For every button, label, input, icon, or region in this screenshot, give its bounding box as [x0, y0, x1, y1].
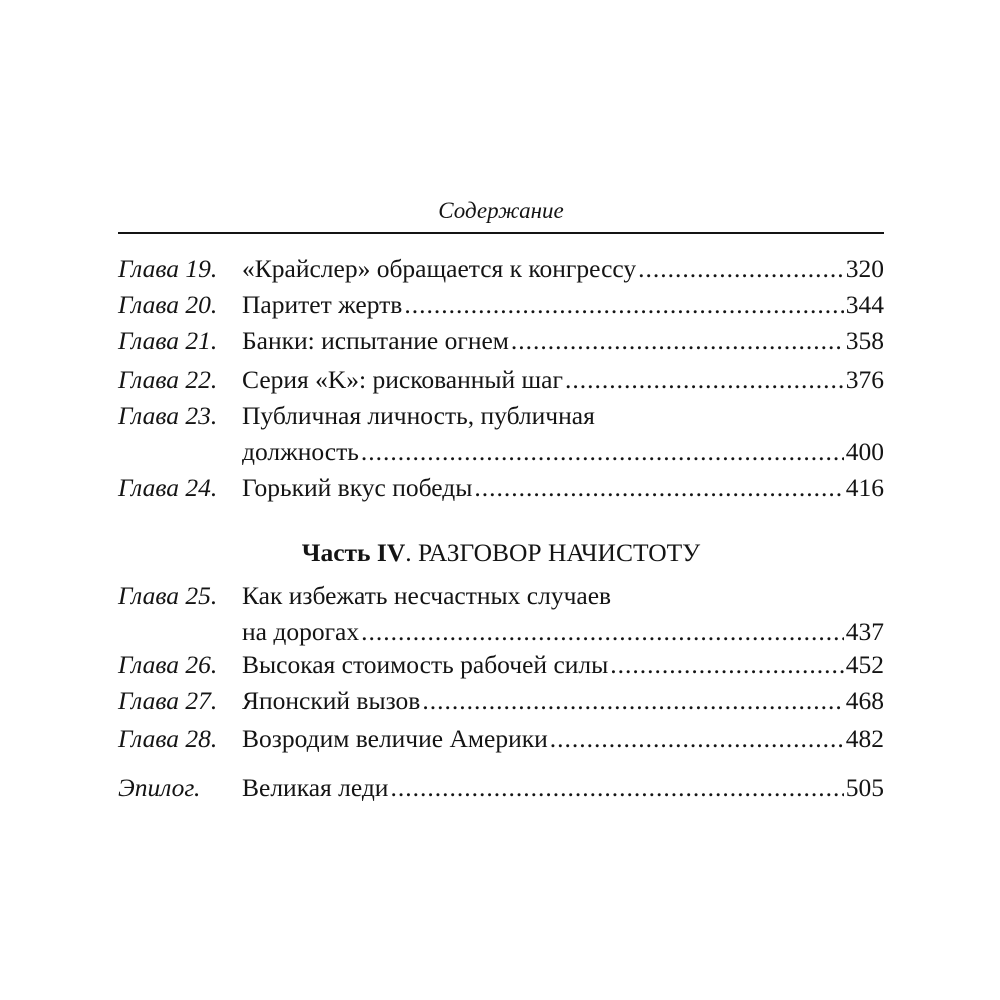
- dot-leader: [361, 614, 844, 650]
- dot-leader: [638, 251, 844, 287]
- part-label: Часть IV: [301, 538, 406, 567]
- dot-leader: [511, 323, 844, 359]
- page-number: 482: [845, 724, 884, 753]
- page-number: 416: [845, 473, 884, 502]
- chapter-label: Глава 23.: [118, 401, 218, 430]
- chapter-label: Глава 25.: [118, 581, 218, 610]
- page-number: 320: [845, 254, 884, 283]
- dot-leader: [361, 434, 844, 470]
- header-rule: [118, 232, 884, 234]
- chapter-title: Возродим величие Америки: [242, 724, 548, 753]
- page-number: 437: [845, 617, 884, 646]
- page-number: 358: [845, 326, 884, 355]
- dot-leader: [404, 287, 843, 323]
- page-number: 400: [845, 437, 884, 466]
- page-number: 468: [845, 686, 884, 715]
- chapter-title: должность: [242, 437, 359, 466]
- chapter-title: Паритет жертв: [242, 290, 403, 319]
- toc-page: [118, 0, 884, 1000]
- running-head: Содержание: [438, 198, 564, 223]
- epilogue-label: Эпилог.: [118, 773, 201, 802]
- dot-leader: [565, 362, 844, 398]
- chapter-title-line-1: Публичная личность, публичная: [242, 401, 595, 430]
- chapter-title: Серия «K»: рискованный шаг: [242, 365, 563, 394]
- chapter-title: Японский вызов: [242, 686, 421, 715]
- chapter-title: Горький вкус победы: [242, 473, 473, 502]
- dot-leader: [422, 683, 843, 719]
- page-number: 344: [845, 290, 884, 319]
- chapter-label: Глава 21.: [118, 326, 218, 355]
- page-number: 376: [845, 365, 884, 394]
- chapter-label: Глава 28.: [118, 724, 218, 753]
- dot-leader: [550, 721, 844, 757]
- chapter-label: Глава 27.: [118, 686, 218, 715]
- chapter-title-line-1: Как избежать несчастных случаев: [242, 581, 612, 610]
- chapter-title: Высокая стоимость рабочей силы: [242, 650, 609, 679]
- page-number: 505: [845, 773, 884, 802]
- chapter-title: Банки: испытание огнем: [242, 326, 509, 355]
- dot-leader: [610, 647, 843, 683]
- dot-leader: [474, 470, 843, 506]
- chapter-title: на дорогах: [242, 617, 360, 646]
- dot-leader: [390, 770, 843, 806]
- part-heading[interactable]: [118, 535, 884, 571]
- chapter-title: «Крайслер» обращается к конгрессу: [242, 254, 637, 283]
- chapter-label: Глава 20.: [118, 290, 218, 319]
- chapter-label: Глава 19.: [118, 254, 218, 283]
- chapter-label: Глава 24.: [118, 473, 218, 502]
- epilogue-title: Великая леди: [242, 773, 389, 802]
- chapter-label: Глава 22.: [118, 365, 218, 394]
- part-title: . РАЗГОВОР НАЧИСТОТУ: [405, 538, 701, 567]
- chapter-label: Глава 26.: [118, 650, 218, 679]
- page-number: 452: [845, 650, 884, 679]
